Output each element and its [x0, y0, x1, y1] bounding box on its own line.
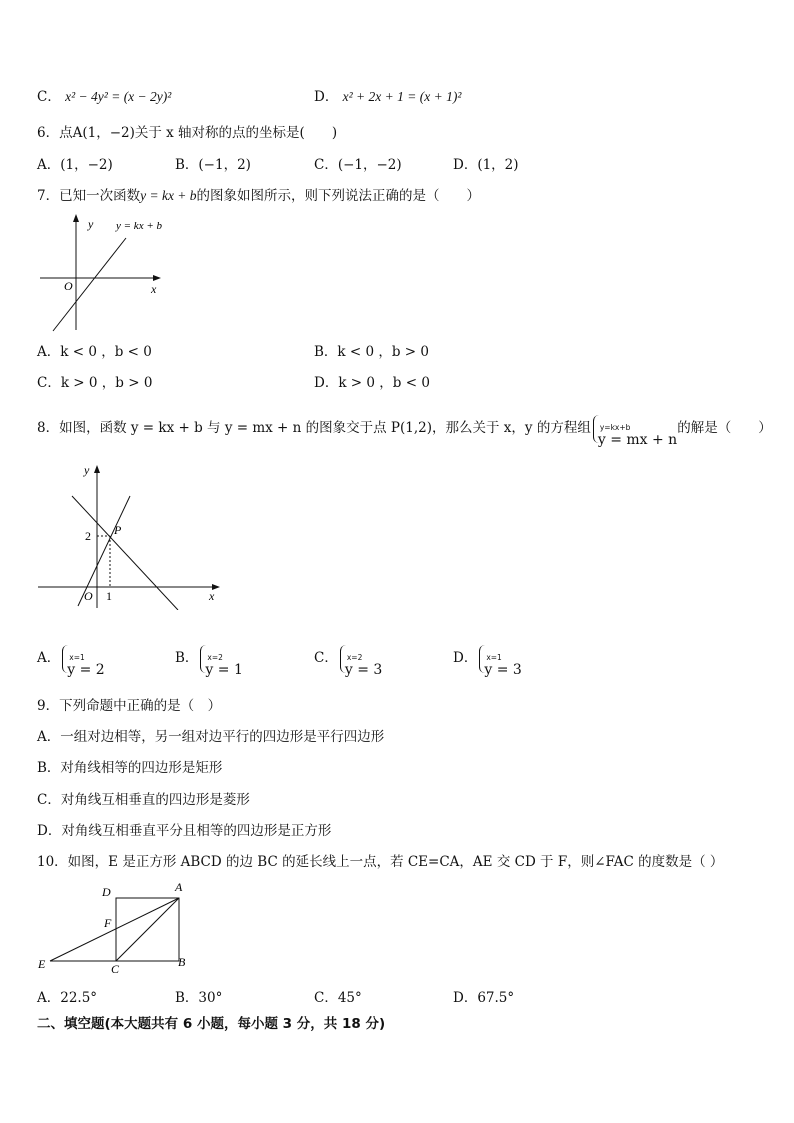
q8-stem-pre: 8．如图，函数 y = kx + b 与 y = mx + n 的图象交于点 P(1,2)，那么关于 x，y 的方程组 — [37, 420, 591, 436]
q10-option-d: D．67.5° — [453, 990, 515, 1006]
q9-option-d: D．对角线互相垂直平分且相等的四边形是正方形 — [37, 823, 332, 839]
q8-option-b — [175, 642, 243, 678]
q10-b-label: B — [178, 955, 186, 969]
q5-option-c-label: C． — [37, 89, 61, 105]
q8-option-d — [453, 642, 522, 678]
q6-option-a: A．(1，−2) — [37, 157, 113, 173]
q8-option-d-system — [479, 645, 522, 678]
q8-option-d-label: D． — [453, 650, 478, 666]
q7-option-b: B．k < 0 ，b > 0 — [314, 344, 430, 360]
q8-graph — [34, 460, 224, 610]
q6-option-c: C．(−1，−2) — [314, 157, 402, 173]
section-2-heading: 二、填空题(本大题共有 6 小题，每小题 3 分，共 18 分) — [37, 1016, 386, 1032]
q10-option-c: C．45° — [314, 990, 362, 1006]
q8-system-top: y=kx+b — [599, 422, 631, 432]
q8-option-c-label: C． — [314, 650, 338, 666]
q8-option-a — [37, 642, 105, 678]
q8-option-a-bottom: y = 2 — [67, 661, 105, 678]
q7-graph — [36, 210, 176, 335]
q9-stem: 9．下列命题中正确的是（ ） — [37, 698, 222, 714]
q10-stem: 10．如图，E 是正方形 ABCD 的边 BC 的延长线上一点，若 CE=CA，AE 交 CD 于 F，则∠FAC 的度数是（ ） — [37, 854, 724, 870]
q8-option-c-system — [340, 645, 383, 678]
q5-option-d-label: D． — [314, 89, 339, 105]
q8-origin-label: O — [84, 589, 93, 603]
q10-option-a: A．22.5° — [37, 990, 98, 1006]
q8-stem — [37, 412, 772, 448]
q7-x-label: x — [151, 282, 157, 296]
q8-stem-post: 的解是（ ） — [677, 420, 772, 436]
q8-option-b-label: B． — [175, 650, 199, 666]
q8-one-label: 1 — [106, 589, 112, 603]
q5-option-c-expr: x² − 4y² = (x − 2y)² — [65, 89, 172, 104]
q8-option-d-bottom: y = 3 — [484, 661, 522, 678]
q8-option-a-system — [62, 645, 105, 678]
q8-option-c-top: x=2 — [346, 652, 363, 662]
q7-option-c: C．k > 0 ，b > 0 — [37, 375, 153, 391]
q8-y-label: y — [84, 463, 90, 477]
q7-y-label: y — [88, 217, 94, 231]
q8-option-b-bottom: y = 1 — [205, 661, 243, 678]
q8-p-label: P — [114, 523, 122, 537]
q7-origin-label: O — [64, 279, 73, 293]
q8-option-a-top: x=1 — [69, 652, 85, 662]
q8-x-label: x — [209, 589, 215, 603]
q6-option-d: D．(1，2) — [453, 157, 519, 173]
q5-option-c — [37, 88, 171, 106]
q7-stem-pre: 7．已知一次函数 — [37, 188, 141, 204]
q7-stem-post: 的图象如图所示，则下列说法正确的是（ ） — [196, 188, 481, 204]
q8-option-d-top: x=1 — [486, 652, 502, 662]
q8-equation-system — [593, 415, 678, 448]
q8-option-b-system — [200, 645, 243, 678]
q8-option-c — [314, 642, 383, 678]
q9-option-b: B．对角线相等的四边形是矩形 — [37, 760, 223, 776]
q6-stem: 6．点A(1，−2)关于 x 轴对称的点的坐标是( ) — [37, 125, 338, 141]
q8-option-b-top: x=2 — [207, 652, 223, 662]
q5-option-d — [314, 88, 461, 106]
q10-option-b: B．30° — [175, 990, 223, 1006]
q10-e-label: E — [38, 957, 46, 971]
q7-option-d: D．k > 0 ，b < 0 — [314, 375, 430, 391]
q7-stem — [37, 187, 480, 205]
q10-c-label: C — [111, 962, 120, 976]
q10-graph — [34, 876, 204, 981]
q9-option-c: C．对角线互相垂直的四边形是菱形 — [37, 792, 250, 808]
q8-system-bottom: y = mx + n — [597, 431, 678, 448]
q9-option-a: A．一组对边相等，另一组对边平行的四边形是平行四边形 — [37, 729, 385, 745]
q8-option-c-bottom: y = 3 — [344, 661, 383, 678]
q6-option-b: B．(−1，2) — [175, 157, 251, 173]
q10-f-label: F — [104, 916, 112, 930]
q5-option-d-expr: x² + 2x + 1 = (x + 1)² — [342, 89, 462, 104]
q10-d-label: D — [102, 885, 111, 899]
q8-option-a-label: A． — [37, 650, 61, 666]
q10-a-label: A — [175, 880, 183, 894]
q8-two-label: 2 — [85, 529, 91, 543]
q7-stem-expr: y = kx + b — [140, 188, 197, 203]
q7-option-a: A．k < 0 ，b < 0 — [37, 344, 152, 360]
q7-func-label: y = kx + b — [116, 220, 162, 232]
